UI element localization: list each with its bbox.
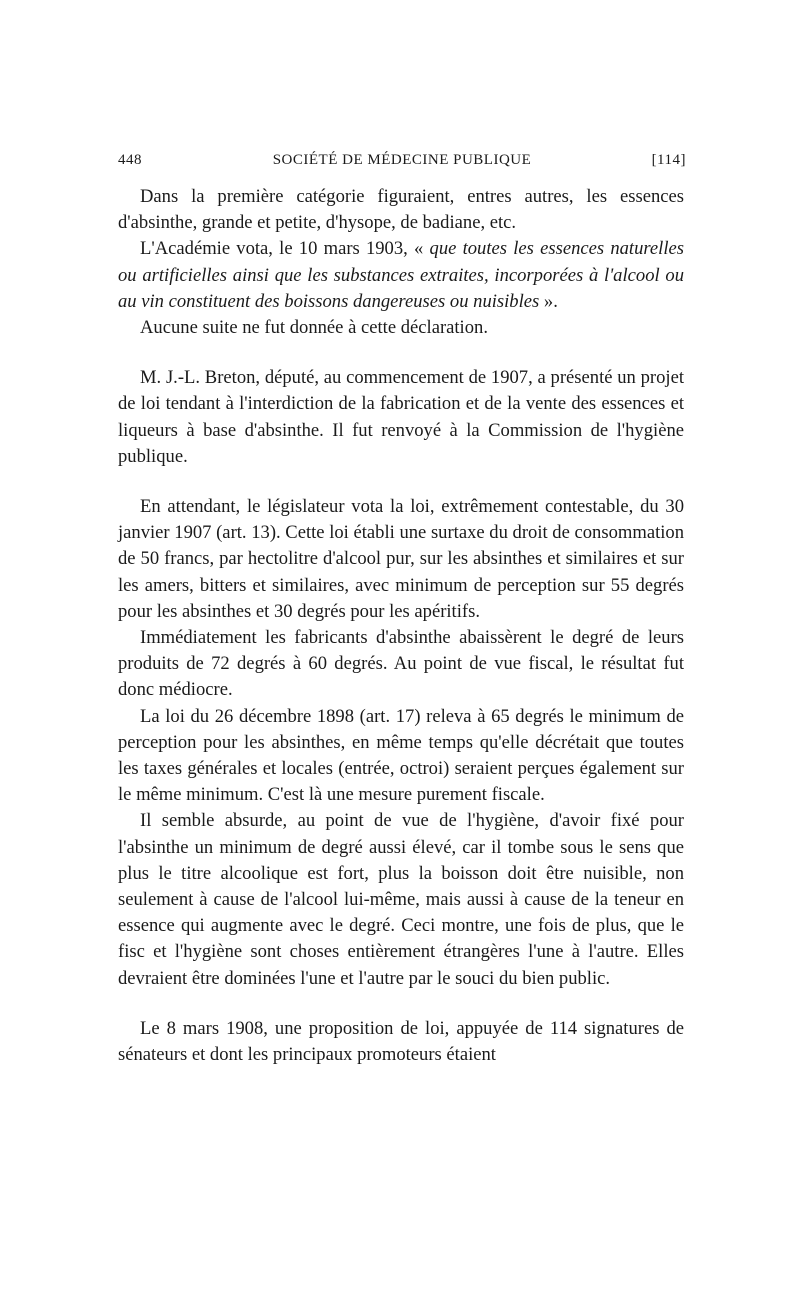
paragraph: Dans la première catégorie figuraient, entres autres, les essences d'absinthe, grande et petite, d'hysope, de badiane, etc. (118, 186, 684, 234)
paragraph: Aucune suite ne fut donnée à cette déclaration. (140, 317, 488, 339)
paragraph: Il semble absurde, au point de vue de l'hygiène, d'avoir fixé pour l'absinthe un minimum de degré aussi élevé, car il tombe sous le sens que plus le titre alcoolique est fort, plus la boisson doit être nuisible, non seulement à cause de l'alcool lui-même, mais aussi à cause de la teneur en essence qui augmente avec le degré. Ceci montre, une fois de plus, que le fisc et l'hygiène sont choses entièrement étrangères l'une à l'autre. Elles devraient être dominées l'une et l'autre par le souci du bien public. (118, 810, 684, 989)
paragraph: M. J.-L. Breton, député, au commencement de 1907, a présenté un projet de loi tendant à l'interdiction de la fabrication et de la vente des essences et liqueurs à base d'absinthe. Il fut renvoyé à la Commission de l'hygiène publique. (118, 367, 684, 467)
section-marker: [114] (651, 152, 686, 168)
page-header (118, 152, 686, 176)
paragraph: En attendant, le législateur vota la loi, extrêmement contestable, du 30 janvier 1907 (art. 13). Cette loi établi une surtaxe du droit de consommation de 50 francs, par hectolitre d'alcool pur, sur les absinthes et similaires et sur les amers, bitters et similaires, avec minimum de perception sur 55 degrés pour les absinthes et 30 degrés pour les apéritifs. (118, 496, 684, 622)
paragraph: Le 8 mars 1908, une proposition de loi, appuyée de 114 signatures de sénateurs et dont les principaux promoteurs étaient (118, 1017, 684, 1066)
paragraph: La loi du 26 décembre 1898 (art. 17) releva à 65 degrés le minimum de perception pour les absinthes, en même temps qu'elle décrétait que toutes les taxes générales et locales (entrée, octroi) seraient perçues également sur le même minimum. C'est là une mesure purement fiscale. (118, 705, 684, 806)
quote-open: L'Académie vota, le 10 mars 1903, « (140, 238, 430, 260)
quote-close: ». (539, 290, 558, 312)
running-title: SOCIÉTÉ DE MÉDECINE PUBLIQUE (272, 152, 532, 168)
paragraph: Immédiatement les fabricants d'absinthe abaissèrent le degré de leurs produits de 72 degrés à 60 degrés. Au point de vue fiscal, le résultat fut donc médiocre. (118, 627, 684, 701)
quoted-resolution: que toutes les essences naturelles ou artificielles ainsi que les substances extraites, incorporées à l'alcool ou au vin constituent des boissons dangereuses ou nuisibles (118, 238, 684, 312)
paragraph-academy-vote (118, 236, 684, 315)
body-text (118, 184, 684, 1068)
page-number: 448 (118, 152, 142, 168)
